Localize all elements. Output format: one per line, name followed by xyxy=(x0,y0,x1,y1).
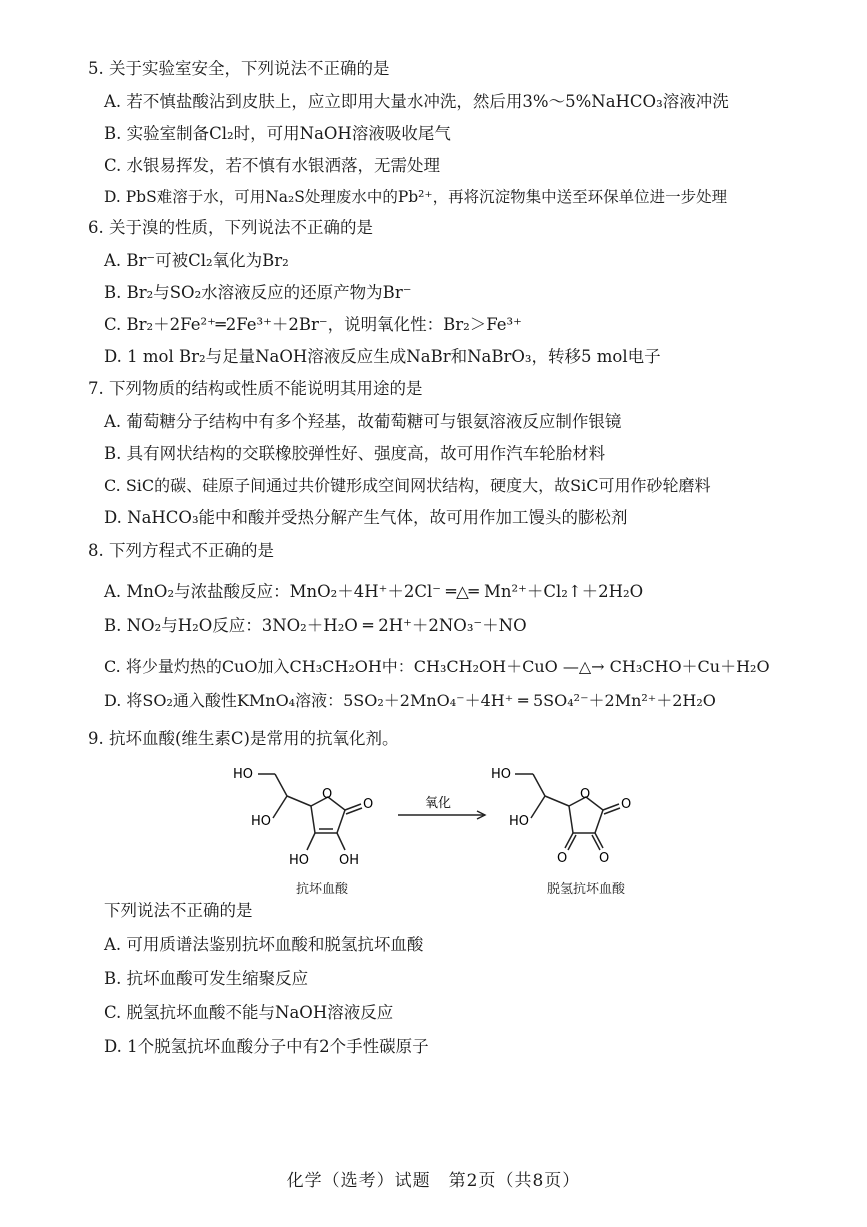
vitamin-c-oxidation-diagram xyxy=(225,760,645,870)
question-7-option-b: B. 具有网状结构的交联橡胶弹性好、强度高，故可用作汽车轮胎材料 xyxy=(104,444,606,463)
question-6-option-c: C. Br₂＋2Fe²⁺═2Fe³⁺＋2Br⁻，说明氧化性：Br₂＞Fe³⁺ xyxy=(104,315,522,334)
question-8-option-c: C. 将少量灼热的CuO加入CH₃CH₂OH中：CH₃CH₂OH＋CuO —△→ CH₃CHO＋Cu＋H₂O xyxy=(104,657,770,676)
carbonyl-oxygen-label: O xyxy=(557,851,568,866)
arrow-label: 氧化 xyxy=(425,796,452,811)
question-7-option-c: C. SiC的碳、硅原子间通过共价键形成空间网状结构，硬度大，故SiC可用作砂轮磨料 xyxy=(104,476,711,495)
ho-label: HO xyxy=(251,814,272,829)
ho-label: HO xyxy=(491,767,512,782)
question-9-option-d: D. 1个脱氢抗坏血酸分子中有2个手性碳原子 xyxy=(104,1037,429,1056)
oh-label: OH xyxy=(339,853,360,868)
question-7-option-d: D. NaHCO₃能中和酸并受热分解产生气体，故可用作加工馒头的膨松剂 xyxy=(104,508,628,527)
question-6-option-d: D. 1 mol Br₂与足量NaOH溶液反应生成NaBr和NaBrO₃，转移5 mol电子 xyxy=(104,347,661,366)
carbonyl-oxygen-label: O xyxy=(599,851,610,866)
ho-label: HO xyxy=(233,767,254,782)
question-9-stem: 9. 抗坏血酸(维生素C)是常用的抗氧化剂。 xyxy=(88,729,399,748)
ring-oxygen-label: O xyxy=(580,787,591,802)
question-8-option-b: B. NO₂与H₂O反应：3NO₂＋H₂O ═ 2H⁺＋2NO₃⁻＋NO xyxy=(104,616,527,635)
carbonyl-oxygen-label: O xyxy=(621,797,632,812)
question-8-option-d: D. 将SO₂通入酸性KMnO₄溶液：5SO₂＋2MnO₄⁻＋4H⁺ ═ 5SO₄²⁻＋2Mn²⁺＋2H₂O xyxy=(104,691,716,710)
question-5-option-c: C. 水银易挥发，若不慎有水银洒落，无需处理 xyxy=(104,156,441,175)
ho-label: HO xyxy=(509,814,530,829)
question-5-option-b: B. 实验室制备Cl₂时，可用NaOH溶液吸收尾气 xyxy=(104,124,451,143)
ascorbic-acid-structure xyxy=(258,774,362,850)
question-5-option-d: D. PbS难溶于水，可用Na₂S处理废水中的Pb²⁺，再将沉淀物集中送至环保单位进一步处理 xyxy=(104,188,728,206)
reactant-name: 抗坏血酸 xyxy=(296,882,349,897)
question-7-stem: 7. 下列物质的结构或性质不能说明其用途的是 xyxy=(88,379,423,398)
question-9-sub-stem: 下列说法不正确的是 xyxy=(104,901,253,920)
carbonyl-oxygen-label: O xyxy=(363,797,374,812)
product-name: 脱氢抗坏血酸 xyxy=(547,882,626,897)
question-5-option-a: A. 若不慎盐酸沾到皮肤上，应立即用大量水冲洗，然后用3%～5%NaHCO₃溶液冲洗 xyxy=(104,92,729,111)
question-6-option-b: B. Br₂与SO₂水溶液反应的还原产物为Br⁻ xyxy=(104,283,412,302)
ring-oxygen-label: O xyxy=(322,787,333,802)
question-9-option-a: A. 可用质谱法鉴别抗坏血酸和脱氢抗坏血酸 xyxy=(104,935,424,954)
question-8-option-a: A. MnO₂与浓盐酸反应：MnO₂＋4H⁺＋2Cl⁻ ═△═ Mn²⁺＋Cl₂↑＋2H₂O xyxy=(104,582,644,601)
question-9-option-c: C. 脱氢抗坏血酸不能与NaOH溶液反应 xyxy=(104,1003,394,1022)
question-6-option-a: A. Br⁻可被Cl₂氧化为Br₂ xyxy=(104,251,289,270)
question-6-stem: 6. 关于溴的性质，下列说法不正确的是 xyxy=(88,218,373,237)
question-8-stem: 8. 下列方程式不正确的是 xyxy=(88,541,274,560)
dehydroascorbic-acid-structure xyxy=(515,774,620,850)
ho-label: HO xyxy=(289,853,310,868)
question-7-option-a: A. 葡萄糖分子结构中有多个羟基，故葡萄糖可与银氨溶液反应制作银镜 xyxy=(104,412,622,431)
page-footer: 化学（选考）试题 第2页（共8页） xyxy=(286,1171,581,1191)
question-5-stem: 5. 关于实验室安全，下列说法不正确的是 xyxy=(88,59,390,78)
question-9-option-b: B. 抗坏血酸可发生缩聚反应 xyxy=(104,969,309,988)
